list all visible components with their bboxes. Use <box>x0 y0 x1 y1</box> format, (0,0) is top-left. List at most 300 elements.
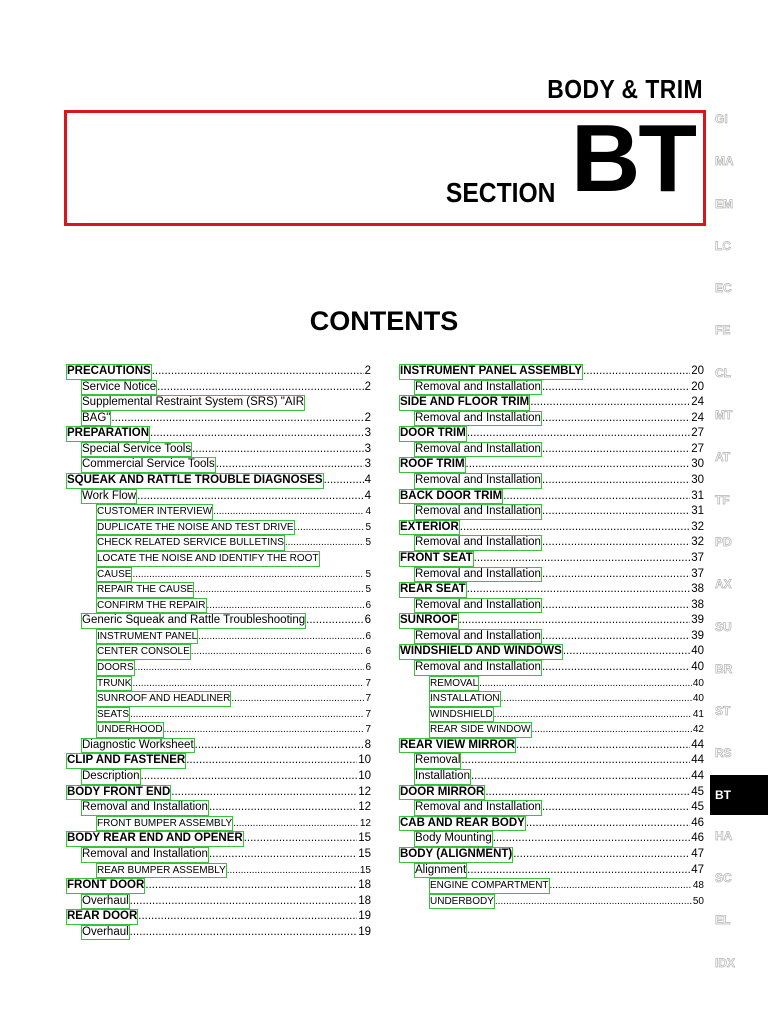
toc-entry[interactable] <box>399 473 704 489</box>
toc-page-number: 45 <box>691 785 704 798</box>
toc-dot-leader <box>111 411 363 427</box>
toc-entry-title[interactable]: FRONT SEAT <box>399 551 474 567</box>
toc-left-column <box>66 364 371 940</box>
toc-dot-leader <box>164 722 365 738</box>
toc-dot-leader <box>198 629 364 645</box>
toc-entry[interactable] <box>66 722 371 738</box>
toc-entry-title[interactable]: PRECAUTIONS <box>66 364 152 380</box>
toc-entry[interactable] <box>66 613 371 629</box>
toc-dot-leader <box>130 894 358 910</box>
toc-dot-leader <box>157 380 363 396</box>
toc-dot-leader <box>207 598 365 614</box>
toc-page-number: 27 <box>691 442 704 455</box>
toc-entry[interactable] <box>66 504 371 520</box>
toc-entry-title[interactable]: LOCATE THE NOISE AND IDENTIFY THE ROOT <box>96 551 320 567</box>
toc-entry-title[interactable]: CONFIRM THE REPAIR <box>96 598 207 614</box>
section-tab-fe[interactable]: FE <box>715 323 731 338</box>
toc-entry-title[interactable]: CLIP AND FASTENER <box>66 753 186 769</box>
toc-page-number: 2 <box>364 365 371 377</box>
section-tab-gi[interactable]: GI <box>715 112 728 126</box>
toc-page-number: 19 <box>358 925 371 938</box>
toc-page-number: 15 <box>358 832 371 845</box>
toc-page-number: 6 <box>365 661 371 673</box>
toc-page-number: 39 <box>691 629 704 642</box>
toc-entry-title[interactable]: SEATS <box>96 707 130 723</box>
toc-page-number: 40 <box>691 660 704 673</box>
toc-page-number: 46 <box>691 816 704 829</box>
toc-page-number: 47 <box>691 847 704 860</box>
toc-page-number: 6 <box>365 646 371 658</box>
toc-dot-leader <box>542 629 690 645</box>
toc-page-number: 39 <box>691 614 704 627</box>
toc-dot-leader <box>460 520 690 536</box>
toc-entry[interactable] <box>66 800 371 816</box>
toc-page-number: 12 <box>358 801 371 814</box>
toc-entry[interactable] <box>399 816 704 832</box>
toc-entry-title[interactable]: Service Notice <box>81 380 157 396</box>
section-code: BT <box>571 105 695 212</box>
toc-entry[interactable] <box>399 769 704 785</box>
section-tab-at[interactable]: AT <box>715 450 731 465</box>
toc-entry[interactable] <box>66 707 371 723</box>
toc-entry-title[interactable]: Removal and Installation <box>414 800 542 816</box>
toc-dot-leader <box>530 395 690 411</box>
toc-entry[interactable] <box>66 426 371 442</box>
toc-entry-title[interactable]: DUPLICATE THE NOISE AND TEST DRIVE <box>96 520 295 536</box>
toc-entry[interactable] <box>399 520 704 536</box>
toc-page-number: 19 <box>358 910 371 923</box>
toc-dot-leader <box>467 863 690 879</box>
section-tab-ma[interactable]: MA <box>715 154 734 169</box>
toc-entry[interactable] <box>399 364 704 380</box>
toc-entry[interactable] <box>399 847 704 863</box>
toc-entry[interactable] <box>399 644 704 660</box>
section-index-tabs <box>710 98 768 984</box>
toc-page-number: 50 <box>692 895 704 907</box>
toc-entry[interactable] <box>66 863 371 879</box>
toc-entry[interactable] <box>66 753 371 769</box>
toc-entry-title[interactable]: Overhaul <box>81 925 130 941</box>
toc-entry-title[interactable]: Removal and Installation <box>414 629 542 645</box>
toc-entry[interactable] <box>66 894 371 910</box>
toc-entry[interactable] <box>66 691 371 707</box>
toc-entry-title[interactable]: Removal <box>414 753 461 769</box>
toc-entry-title[interactable]: DOOR TRIM <box>399 426 467 442</box>
toc-dot-leader <box>516 738 690 754</box>
section-tab-rs[interactable]: RS <box>715 746 732 761</box>
toc-dot-leader <box>306 613 363 629</box>
toc-entry[interactable] <box>66 489 371 505</box>
toc-entry-title[interactable]: REAR SIDE WINDOW <box>429 722 532 738</box>
toc-entry-title[interactable]: BODY (ALIGNMENT) <box>399 847 513 863</box>
toc-dot-leader <box>526 816 690 832</box>
toc-entry[interactable] <box>66 411 371 427</box>
toc-dot-leader <box>216 457 364 473</box>
toc-entry[interactable] <box>66 598 371 614</box>
toc-entry[interactable] <box>399 411 704 427</box>
toc-entry-title[interactable]: WINDSHIELD AND WINDOWS <box>399 644 563 660</box>
toc-entry[interactable] <box>399 395 704 411</box>
toc-dot-leader <box>231 691 364 707</box>
toc-entry[interactable] <box>66 925 371 941</box>
toc-dot-leader <box>542 380 690 396</box>
toc-entry-title[interactable]: CAUSE <box>96 567 132 583</box>
toc-entry[interactable] <box>66 831 371 847</box>
toc-entry-title[interactable]: INSTALLATION <box>429 691 501 707</box>
toc-entry[interactable] <box>66 785 371 801</box>
toc-entry[interactable] <box>399 629 704 645</box>
toc-dot-leader <box>192 442 364 458</box>
section-tab-pd[interactable]: PD <box>715 534 732 549</box>
toc-entry[interactable] <box>399 442 704 458</box>
toc-entry-title[interactable]: Overhaul <box>81 894 130 910</box>
toc-dot-leader <box>542 598 690 614</box>
toc-page-number: 45 <box>691 801 704 814</box>
toc-entry-title[interactable]: Removal and Installation <box>414 598 542 614</box>
toc-entry[interactable] <box>399 426 704 442</box>
toc-entry-title[interactable]: Work Flow <box>81 489 137 505</box>
toc-entry-title[interactable]: Removal and Installation <box>414 535 542 551</box>
toc-entry[interactable] <box>399 676 704 692</box>
toc-dot-leader <box>209 847 357 863</box>
toc-page-number: 30 <box>691 474 704 487</box>
toc-entry[interactable] <box>399 863 704 879</box>
section-tab-ha[interactable]: HA <box>715 828 733 843</box>
toc-entry-title[interactable]: CENTER CONSOLE <box>96 644 191 660</box>
toc-page-number: 46 <box>691 832 704 845</box>
toc-entry-title[interactable]: INSTRUMENT PANEL ASSEMBLY <box>399 364 583 380</box>
toc-dot-leader <box>471 769 690 785</box>
section-tab-idx[interactable]: IDX <box>715 955 736 970</box>
toc-dot-leader <box>141 769 358 785</box>
toc-dot-leader <box>467 582 691 598</box>
section-tab-st[interactable]: ST <box>715 704 731 719</box>
toc-entry-title[interactable]: Removal and Installation <box>414 411 542 427</box>
section-title-box <box>64 105 706 226</box>
toc-entry-title[interactable]: CUSTOMER INTERVIEW <box>96 504 213 520</box>
toc-dot-leader <box>209 800 357 816</box>
toc-dot-leader <box>152 364 364 380</box>
toc-dot-leader <box>542 411 690 427</box>
toc-entry-title[interactable]: CAB AND REAR BODY <box>399 816 526 832</box>
toc-dot-leader <box>244 831 357 847</box>
toc-page-number: 15 <box>359 864 371 876</box>
toc-page-number: 7 <box>365 677 371 689</box>
toc-entry-title[interactable]: Installation <box>414 769 471 785</box>
toc-dot-leader <box>542 473 690 489</box>
toc-page-number: 27 <box>691 427 704 440</box>
section-tab-mt[interactable]: MT <box>715 408 733 423</box>
toc-dot-leader <box>135 660 365 676</box>
toc-entry-title[interactable]: Removal and Installation <box>414 473 542 489</box>
toc-dot-leader <box>186 753 357 769</box>
toc-entry[interactable] <box>66 442 371 458</box>
toc-dot-leader <box>479 676 692 692</box>
toc-entry[interactable] <box>66 364 371 380</box>
toc-entry-title[interactable]: Removal and Installation <box>81 800 209 816</box>
section-tab-br[interactable]: BR <box>715 661 733 676</box>
toc-dot-leader <box>493 831 690 847</box>
toc-dot-leader <box>171 785 357 801</box>
section-label: SECTION <box>445 177 555 208</box>
toc-page-number: 7 <box>365 693 371 705</box>
section-tab-su[interactable]: SU <box>715 619 732 634</box>
toc-dot-leader <box>503 489 690 505</box>
toc-page-number: 10 <box>358 754 371 767</box>
toc-page-number: 40 <box>691 645 704 658</box>
toc-entry-title[interactable]: Description <box>81 769 141 785</box>
toc-entry[interactable] <box>66 551 371 567</box>
toc-entry-title[interactable]: Body Mounting <box>414 831 493 847</box>
toc-page-number: 10 <box>358 770 371 783</box>
toc-page-number: 4 <box>364 489 371 502</box>
toc-entry[interactable] <box>66 629 371 645</box>
toc-entry-title[interactable]: EXTERIOR <box>399 520 460 536</box>
toc-dot-leader <box>474 551 691 567</box>
toc-dot-leader <box>466 457 691 473</box>
toc-page-number: 31 <box>691 489 704 502</box>
toc-entry-title[interactable]: DOOR MIRROR <box>399 785 485 801</box>
toc-entry-title[interactable]: DOORS <box>96 660 135 676</box>
toc-dot-leader <box>563 644 690 660</box>
toc-dot-leader <box>542 567 690 583</box>
section-tab-el[interactable]: EL <box>715 913 731 928</box>
toc-entry[interactable] <box>399 660 704 676</box>
toc-dot-leader <box>459 613 691 629</box>
toc-entry[interactable] <box>399 457 704 473</box>
toc-dot-leader <box>138 909 357 925</box>
toc-page-number: 38 <box>691 598 704 611</box>
toc-entry[interactable] <box>399 504 704 520</box>
toc-entry-title[interactable]: Removal and Installation <box>414 504 542 520</box>
toc-dot-leader <box>132 676 364 692</box>
toc-entry-title[interactable]: ENGINE COMPARTMENT <box>429 878 550 894</box>
toc-dot-leader <box>542 442 690 458</box>
toc-entry[interactable] <box>66 909 371 925</box>
toc-page-number: 6 <box>365 599 371 611</box>
toc-dot-leader <box>137 489 363 505</box>
toc-page-number: 41 <box>692 708 704 720</box>
toc-entry-title[interactable]: Removal and Installation <box>414 660 542 676</box>
section-tab-ax[interactable]: AX <box>715 577 732 592</box>
toc-entry[interactable] <box>399 582 704 598</box>
toc-entry[interactable] <box>66 473 371 489</box>
toc-page-number: 15 <box>358 847 371 860</box>
toc-page-number: 3 <box>364 458 371 471</box>
toc-dot-leader <box>542 504 690 520</box>
toc-entry[interactable] <box>399 753 704 769</box>
toc-page-number: 18 <box>358 894 371 907</box>
toc-entry-title[interactable]: Special Service Tools <box>81 442 192 458</box>
toc-page-number: 30 <box>691 458 704 471</box>
toc-dot-leader <box>532 722 692 738</box>
toc-entry[interactable] <box>66 738 371 754</box>
toc-entry[interactable] <box>399 489 704 505</box>
toc-page-number: 44 <box>691 754 704 767</box>
toc-dot-leader <box>191 644 365 660</box>
toc-entry-title[interactable]: SUNROOF AND HEADLINER <box>96 691 231 707</box>
toc-entry-title[interactable]: TRUNK <box>96 676 132 692</box>
toc-page-number: 4 <box>364 474 371 487</box>
toc-entry-title[interactable]: Commercial Service Tools <box>81 457 216 473</box>
toc-entry[interactable] <box>399 598 704 614</box>
toc-dot-leader <box>227 863 359 879</box>
toc-page-number: 32 <box>691 536 704 549</box>
toc-page-number: 24 <box>691 396 704 409</box>
toc-entry-title[interactable]: Diagnostic Worksheet <box>81 738 195 754</box>
toc-entry-title[interactable]: REPAIR THE CAUSE <box>96 582 194 598</box>
toc-entry[interactable] <box>399 738 704 754</box>
toc-entry-title[interactable]: Supplemental Restraint System (SRS) "AIR <box>81 395 305 411</box>
toc-entry[interactable] <box>66 457 371 473</box>
toc-dot-leader <box>467 426 690 442</box>
toc-dot-leader <box>132 567 364 583</box>
toc-entry[interactable] <box>66 676 371 692</box>
toc-entry-title[interactable]: BODY FRONT END <box>66 785 171 801</box>
toc-dot-leader <box>542 535 690 551</box>
toc-entry-title[interactable]: Removal and Installation <box>81 847 209 863</box>
toc-entry[interactable] <box>66 878 371 894</box>
toc-entry[interactable] <box>66 816 371 832</box>
toc-entry-title[interactable]: FRONT DOOR <box>66 878 145 894</box>
toc-right-column <box>399 364 704 909</box>
toc-entry[interactable] <box>399 613 704 629</box>
toc-dot-leader <box>145 878 357 894</box>
toc-entry[interactable] <box>66 847 371 863</box>
toc-dot-leader <box>285 535 365 551</box>
section-heading: BODY & TRIM <box>547 74 703 104</box>
toc-page-number: 2 <box>364 380 371 393</box>
toc-entry[interactable] <box>399 380 704 396</box>
section-tab-cl[interactable]: CL <box>715 365 731 380</box>
toc-entry[interactable] <box>399 722 704 738</box>
toc-page-number: 5 <box>365 537 371 549</box>
toc-page-number: 12 <box>358 785 371 798</box>
toc-entry[interactable] <box>399 535 704 551</box>
toc-entry-title[interactable]: Removal and Installation <box>414 380 542 396</box>
toc-entry-title[interactable]: SUNROOF <box>399 613 459 629</box>
section-tab-sc[interactable]: SC <box>715 871 732 886</box>
toc-dot-leader <box>130 707 364 723</box>
toc-entry[interactable] <box>66 660 371 676</box>
toc-page-number: 7 <box>365 708 371 720</box>
section-tab-lc[interactable]: LC <box>715 238 731 253</box>
toc-entry[interactable] <box>399 785 704 801</box>
toc-entry-title[interactable]: REAR BUMPER ASSEMBLY <box>96 863 227 879</box>
toc-entry-title[interactable]: INSTRUMENT PANEL <box>96 629 198 645</box>
toc-dot-leader <box>194 582 364 598</box>
toc-entry[interactable] <box>66 769 371 785</box>
toc-entry[interactable] <box>399 707 704 723</box>
toc-entry-title[interactable]: REAR SEAT <box>399 582 467 598</box>
toc-page-number: 4 <box>365 506 371 518</box>
toc-page-number: 42 <box>692 724 704 736</box>
toc-dot-leader <box>542 800 690 816</box>
toc-dot-leader <box>513 847 690 863</box>
toc-page-number: 6 <box>365 630 371 642</box>
toc-entry[interactable] <box>66 644 371 660</box>
toc-entry[interactable] <box>399 878 704 894</box>
toc-entry-title[interactable]: CHECK RELATED SERVICE BULLETINS <box>96 535 285 551</box>
toc-page-number: 48 <box>692 880 704 892</box>
toc-page-number: 31 <box>691 505 704 518</box>
toc-page-number: 37 <box>691 551 704 564</box>
toc-entry-title[interactable]: REMOVAL <box>429 676 479 692</box>
toc-entry-title[interactable]: SQUEAK AND RATTLE TROUBLE DIAGNOSES <box>66 473 324 489</box>
toc-page-number: 5 <box>365 568 371 580</box>
toc-entry[interactable] <box>66 380 371 396</box>
toc-page-number: 12 <box>359 817 371 829</box>
toc-page-number: 8 <box>364 738 371 751</box>
toc-dot-leader <box>495 894 692 910</box>
toc-dot-leader <box>130 925 358 941</box>
toc-entry-title[interactable]: REAR DOOR <box>66 909 138 925</box>
toc-entry-title[interactable]: Removal and Installation <box>414 442 542 458</box>
toc-entry[interactable] <box>399 551 704 567</box>
toc-entry[interactable] <box>66 567 371 583</box>
toc-page-number: 3 <box>364 442 371 455</box>
toc-entry-title[interactable]: UNDERHOOD <box>96 722 164 738</box>
toc-entry-title[interactable]: FRONT BUMPER ASSEMBLY <box>96 816 233 832</box>
toc-entry[interactable] <box>66 582 371 598</box>
toc-entry[interactable] <box>399 800 704 816</box>
toc-page-number: 6 <box>364 614 371 627</box>
toc-dot-leader <box>494 707 692 723</box>
contents-title: CONTENTS <box>309 306 459 336</box>
toc-entry[interactable] <box>399 691 704 707</box>
toc-page-number: 32 <box>691 520 704 533</box>
toc-entry[interactable] <box>399 831 704 847</box>
toc-entry-title[interactable]: PREPARATION <box>66 426 150 442</box>
toc-entry-title[interactable]: Alignment <box>414 863 467 879</box>
toc-dot-leader <box>233 816 359 832</box>
toc-page-number: 47 <box>691 863 704 876</box>
toc-entry-title[interactable]: BAG" <box>81 411 111 427</box>
toc-entry-title[interactable]: BODY REAR END AND OPENER <box>66 831 244 847</box>
toc-entry-title[interactable]: SIDE AND FLOOR TRIM <box>399 395 530 411</box>
toc-dot-leader <box>550 878 692 894</box>
toc-page-number: 2 <box>364 411 371 424</box>
toc-page-number: 40 <box>692 693 704 705</box>
section-tab-tf[interactable]: TF <box>715 492 730 507</box>
section-tab-bt[interactable]: BT <box>710 775 768 815</box>
toc-entry[interactable] <box>399 567 704 583</box>
toc-entry[interactable] <box>66 535 371 551</box>
toc-dot-leader <box>150 426 364 442</box>
toc-entry-title[interactable]: ROOF TRIM <box>399 457 466 473</box>
section-tab-ec[interactable]: EC <box>715 281 732 296</box>
toc-entry[interactable] <box>66 395 371 411</box>
toc-entry-title[interactable]: Generic Squeak and Rattle Troubleshooting <box>81 613 306 629</box>
toc-entry-title[interactable]: BACK DOOR TRIM <box>399 489 503 505</box>
toc-dot-leader <box>295 520 365 536</box>
toc-dot-leader <box>485 785 690 801</box>
toc-dot-leader <box>583 364 690 380</box>
toc-page-number: 18 <box>358 879 371 892</box>
section-tab-em[interactable]: EM <box>715 196 733 211</box>
toc-entry-title[interactable]: UNDERBODY <box>429 894 495 910</box>
toc-entry[interactable] <box>66 520 371 536</box>
toc-dot-leader <box>213 504 364 520</box>
toc-entry[interactable] <box>399 894 704 910</box>
toc-page-number: 20 <box>691 380 704 393</box>
toc-entry-title[interactable]: REAR VIEW MIRROR <box>399 738 516 754</box>
toc-page-number: 40 <box>692 677 704 689</box>
toc-entry-title[interactable]: Removal and Installation <box>414 567 542 583</box>
toc-entry-title[interactable]: WINDSHIELD <box>429 707 494 723</box>
toc-page-number: 38 <box>691 583 704 596</box>
toc-dot-leader <box>195 738 364 754</box>
